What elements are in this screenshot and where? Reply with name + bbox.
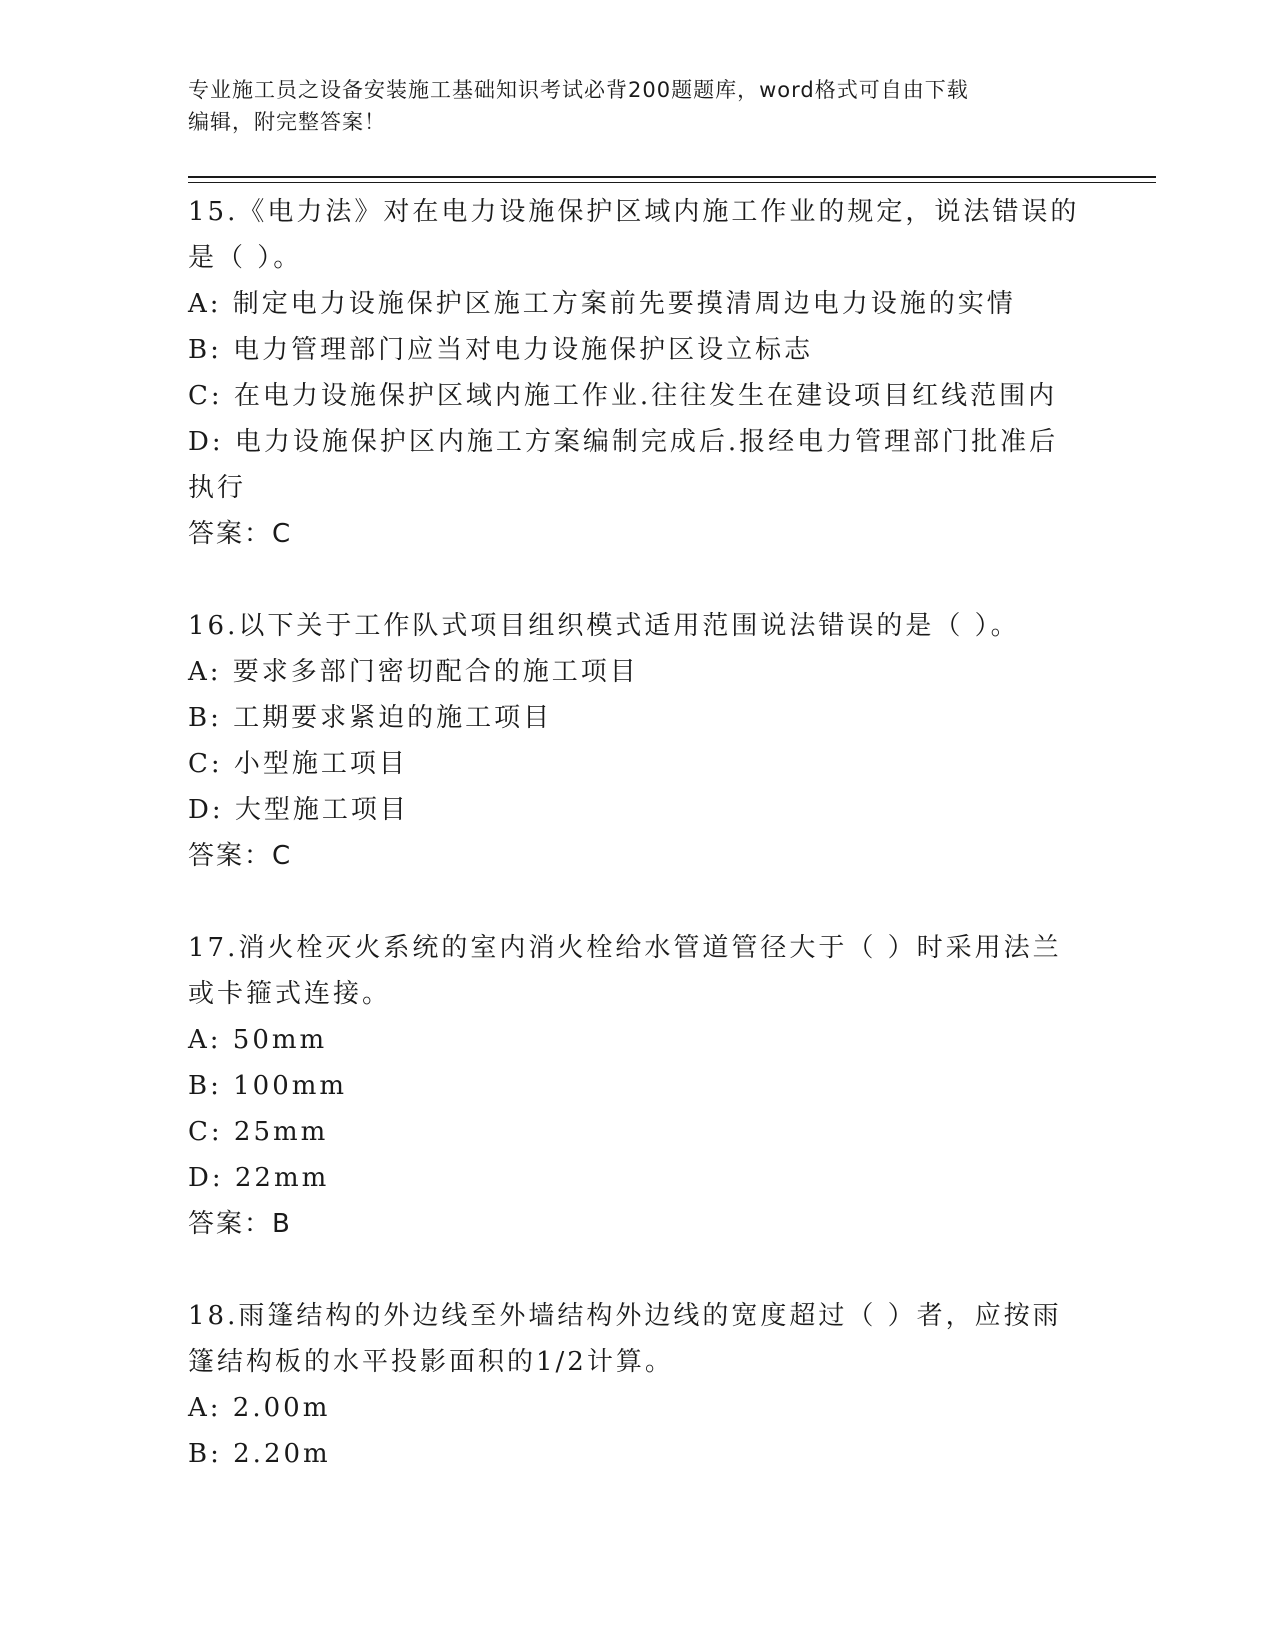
- option-line: D: 22mm: [188, 1163, 330, 1193]
- option-line: A: 制定电力设施保护区施工方案前先要摸清周边电力设施的实情: [188, 289, 1016, 319]
- question-block: [188, 189, 1088, 557]
- answer-line: 答案：B: [188, 1209, 292, 1239]
- question-list: [188, 189, 1088, 1523]
- option-line: A: 2.00m: [188, 1393, 331, 1423]
- question-block: [188, 925, 1088, 1247]
- question-stem-line: 15.《电力法》对在电力设施保护区域内施工作业的规定，说法错误的: [188, 197, 1080, 227]
- question-stem-line: 是（ ）。: [188, 243, 303, 273]
- option-line: B: 工期要求紧迫的施工项目: [188, 703, 553, 733]
- option-line: C: 小型施工项目: [188, 749, 408, 779]
- question-stem-line: 16.以下关于工作队式项目组织模式适用范围说法错误的是（ ）。: [188, 611, 1020, 641]
- header-line-1: 专业施工员之设备安装施工基础知识考试必背200题题库，word格式可自由下载: [188, 78, 969, 102]
- option-line: A: 要求多部门密切配合的施工项目: [188, 657, 639, 687]
- answer-line: 答案：C: [188, 841, 293, 871]
- option-line: A: 50mm: [188, 1025, 328, 1055]
- question-stem-line: 18.雨篷结构的外边线至外墙结构外边线的宽度超过（ ）者，应按雨: [188, 1301, 1062, 1331]
- header-rule-thin: [188, 182, 1156, 183]
- question-block: [188, 1293, 1088, 1477]
- option-line: D: 大型施工项目: [188, 795, 409, 825]
- question-stem-line: 篷结构板的水平投影面积的1/2计算。: [188, 1347, 674, 1377]
- option-line: 执行: [188, 473, 247, 503]
- question-block: [188, 603, 1088, 879]
- option-line: C: 25mm: [188, 1117, 329, 1147]
- document-header: [188, 74, 1088, 138]
- question-stem-line: 或卡箍式连接。: [188, 979, 392, 1009]
- option-line: B: 2.20m: [188, 1439, 331, 1469]
- header-rule-thick: [188, 176, 1156, 178]
- option-line: C: 在电力设施保护区域内施工作业.往往发生在建设项目红线范围内: [188, 381, 1058, 411]
- answer-line: 答案：C: [188, 519, 293, 549]
- header-line-2: 编辑，附完整答案！: [188, 110, 386, 134]
- option-line: D: 电力设施保护区内施工方案编制完成后.报经电力管理部门批准后: [188, 427, 1059, 457]
- option-line: B: 电力管理部门应当对电力设施保护区设立标志: [188, 335, 814, 365]
- option-line: B: 100mm: [188, 1071, 348, 1101]
- question-stem-line: 17.消火栓灭火系统的室内消火栓给水管道管径大于（ ）时采用法兰: [188, 933, 1062, 963]
